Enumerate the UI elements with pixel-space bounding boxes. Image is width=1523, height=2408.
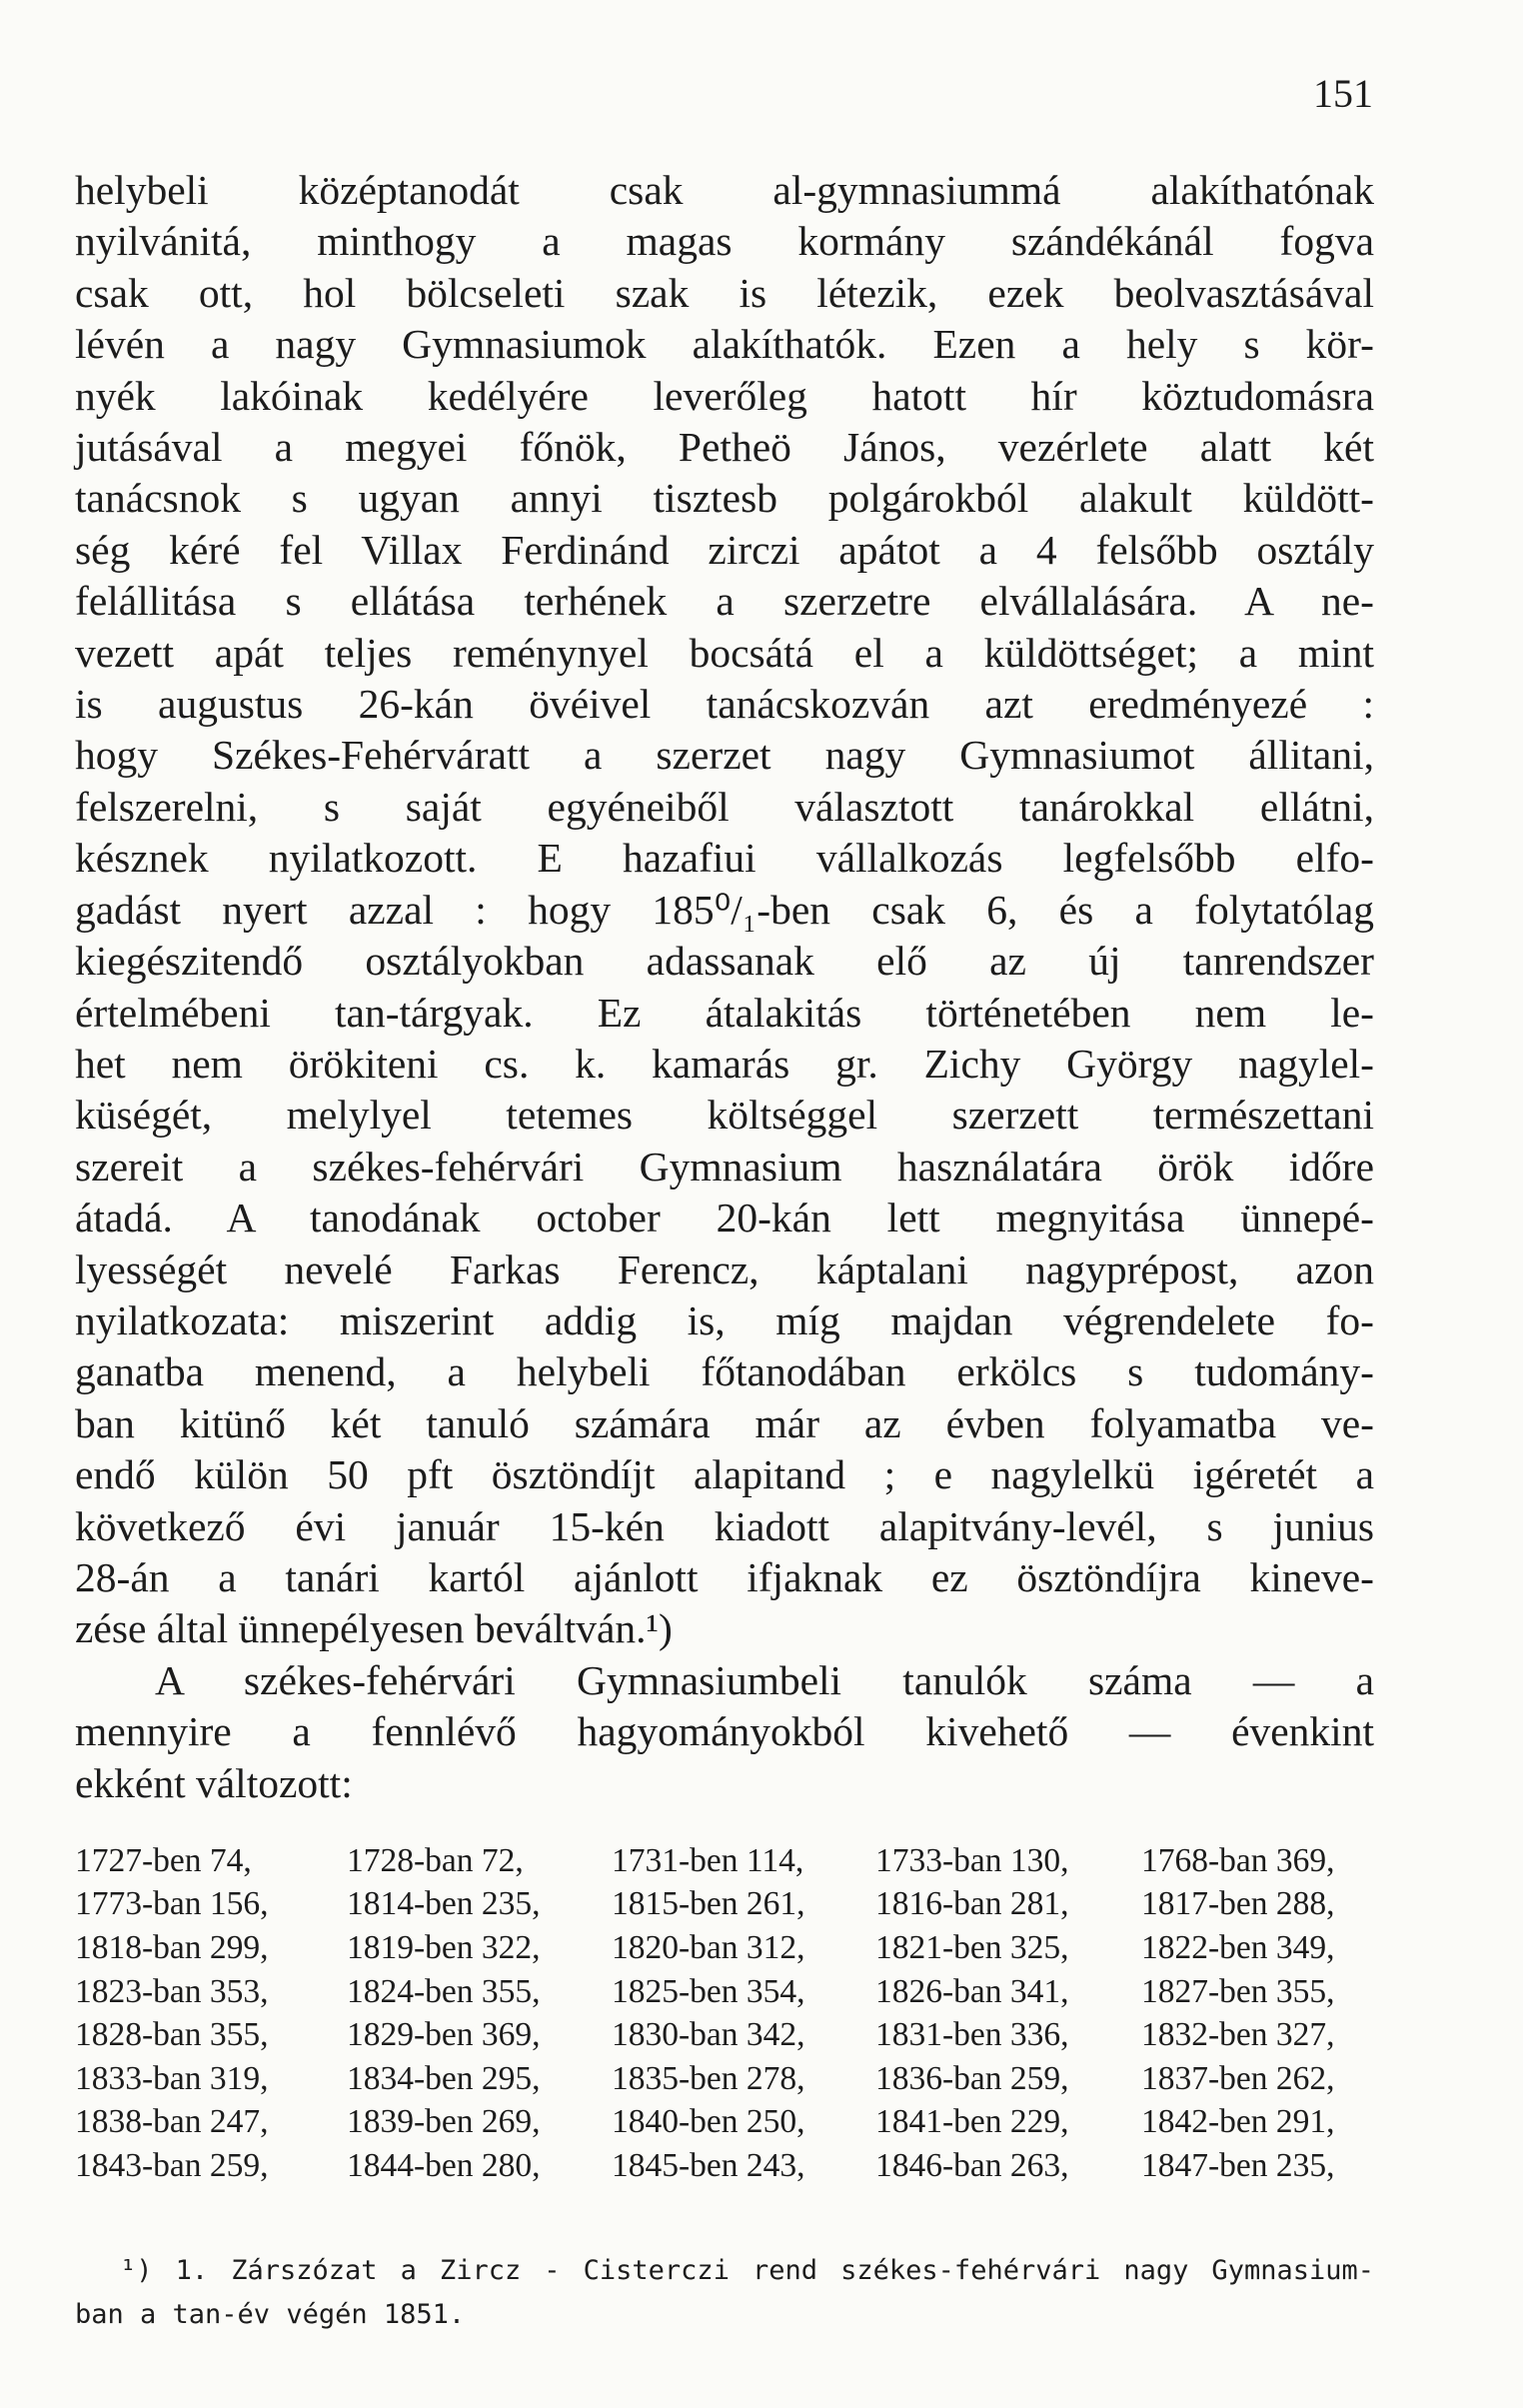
table-cell: 1834-ben 295, (347, 2059, 541, 2097)
table-cell: 1822-ben 349, (1141, 1928, 1335, 1966)
table-cell: 1844-ben 280, (347, 2146, 541, 2184)
text-line: nyék lakóinak kedélyére leverőleg hatott hír köztudomásra (75, 372, 1374, 419)
text-line: is augustus 26-kán övéivel tanácskozván azt eredményezé : (75, 681, 1374, 728)
table-cell: 1731-ben 114, (612, 1841, 804, 1879)
table-cell: 1773-ban 156, (75, 1885, 269, 1923)
text-line: ség kéré fel Villax Ferdinánd zirczi apátot a 4 felsőbb osztály (75, 526, 1374, 573)
table-cell: 1835-ben 278, (612, 2059, 805, 2097)
table-row (75, 1926, 1374, 1970)
text-line: hogy Székes-Fehérváratt a szerzet nagy Gymnasiumot állitani, (75, 732, 1374, 779)
table-cell: 1826-ban 341, (875, 1972, 1069, 2010)
table-cell: 1817-ben 288, (1141, 1885, 1335, 1923)
text-line: ganatba menend, a helybeli főtanodában erkölcs s tudomány- (75, 1348, 1374, 1395)
text-line: zése által ünnepélyesen beváltván.¹) (75, 1605, 673, 1652)
text-line: átadá. A tanodának october 20-kán lett megnyitása ünnepé- (75, 1195, 1374, 1241)
text-line: helybeli középtanodát csak al-gymnasiummá alakíthatónak (75, 167, 1374, 213)
body-text (75, 165, 1374, 1809)
table-cell: 1768-ban 369, (1141, 1841, 1335, 1879)
table-cell: 1841-ben 229, (875, 2103, 1069, 2141)
table-cell: 1832-ben 327, (1141, 2016, 1335, 2054)
table-cell: 1837-ben 262, (1141, 2059, 1335, 2097)
text-line: felállitása s ellátása terhének a szerzetre elvállalására. A ne- (75, 578, 1374, 625)
table-row (75, 2057, 1374, 2101)
table-cell: 1820-ban 312, (612, 1928, 805, 1966)
footnote-line: ban a tan-év végén 1851. (75, 2299, 466, 2330)
text-line: nyilatkozata: miszerint addig is, míg majdan végrendelete fo- (75, 1296, 1374, 1343)
table-cell: 1816-ban 281, (875, 1885, 1069, 1923)
table-cell: 1838-ban 247, (75, 2103, 269, 2141)
table-cell: 1836-ban 259, (875, 2059, 1069, 2097)
table-cell: 1815-ben 261, (612, 1885, 805, 1923)
text-line: A székes-fehérvári Gymnasiumbeli tanulók száma — a (155, 1656, 1374, 1703)
table-cell: 1821-ben 325, (875, 1928, 1069, 1966)
table-cell: 1842-ben 291, (1141, 2103, 1335, 2141)
footnote (75, 2249, 1374, 2337)
table-cell: 1818-ban 299, (75, 1928, 269, 1966)
table-row (75, 1839, 1374, 1883)
text-line: lévén a nagy Gymnasiumok alakíthatók. Ezen a hely s kör- (75, 321, 1374, 368)
text-line: endő külön 50 pft ösztöndíjt alapitand ; e nagylelkü igéretét a (75, 1451, 1374, 1498)
table-cell: 1829-ben 369, (347, 2016, 541, 2054)
table-row (75, 2013, 1374, 2057)
text-line: következő évi január 15-kén kiadott alapitvány-levél, s junius (75, 1502, 1374, 1549)
table-cell: 1814-ben 235, (347, 1885, 541, 1923)
text-line: felszerelni, s saját egyéneiből választott tanárokkal ellátni, (75, 783, 1374, 830)
text-line: kiegészitendő osztályokban adassanak elő az új tanrendszer (75, 938, 1374, 985)
text-line: mennyire a fennlévő hagyományokból kivehető — évenkint (75, 1708, 1374, 1755)
text-line: gadást nyert azzal : hogy 185⁰/₁-ben csak 6, és a folytatólag (75, 886, 1374, 933)
table-cell: 1833-ban 319, (75, 2059, 269, 2097)
text-line: jutásával a megyei főnök, Petheö János, vezérlete alatt két (75, 424, 1374, 471)
text-line: tanácsnok s ugyan annyi tisztesb polgárokból alakult küldött- (75, 475, 1374, 522)
table-cell: 1733-ban 130, (875, 1841, 1069, 1879)
text-line: nyilvánitá, minthogy a magas kormány szándékánál fogva (75, 218, 1374, 265)
text-line: ban kitünő két tanuló számára már az évben folyamatba ve- (75, 1399, 1374, 1446)
text-line: 28-án a tanári kartól ajánlott ifjaknak ez ösztöndíjra kineve- (75, 1553, 1374, 1600)
table-cell: 1839-ben 269, (347, 2103, 541, 2141)
footnote-line: ¹) 1. Zárszózat a Zircz - Cisterczi rend székes-fehérvári nagy Gymnasium- (120, 2255, 1374, 2286)
table-cell: 1819-ben 322, (347, 1928, 541, 1966)
table-row (75, 2101, 1374, 2145)
table-row (75, 2144, 1374, 2188)
table-cell: 1847-ben 235, (1141, 2146, 1335, 2184)
text-line: küségét, melylyel tetemes költséggel szerzett természettani (75, 1092, 1374, 1139)
text-line: lyességét nevelé Farkas Ferencz, káptalani nagyprépost, azon (75, 1245, 1374, 1292)
table-row (75, 1970, 1374, 2014)
table-cell: 1840-ben 250, (612, 2103, 805, 2141)
student-count-table (75, 1839, 1374, 2188)
text-line: késznek nyilatkozott. E hazafiui vállalkozás legfelsőbb elfo- (75, 835, 1374, 882)
text-line: ekként változott: (75, 1759, 353, 1806)
table-cell: 1846-ban 263, (875, 2146, 1069, 2184)
table-cell: 1727-ben 74, (75, 1841, 252, 1879)
table-cell: 1843-ban 259, (75, 2146, 269, 2184)
table-cell: 1831-ben 336, (875, 2016, 1069, 2054)
table-cell: 1845-ben 243, (612, 2146, 805, 2184)
text-line: het nem örökiteni cs. k. kamarás gr. Zichy György nagylel- (75, 1040, 1374, 1087)
table-cell: 1823-ban 353, (75, 1972, 269, 2010)
table-cell: 1825-ben 354, (612, 1972, 805, 2010)
table-cell: 1728-ban 72, (347, 1841, 524, 1879)
page-number: 151 (1313, 71, 1373, 116)
table-cell: 1830-ban 342, (612, 2016, 805, 2054)
text-line: értelmébeni tan-tárgyak. Ez átalakitás történetében nem le- (75, 989, 1374, 1036)
table-cell: 1827-ben 355, (1141, 1972, 1335, 2010)
text-line: csak ott, hol bölcseleti szak is létezik, ezek beolvasztásával (75, 269, 1374, 316)
table-row (75, 1883, 1374, 1927)
text-line: vezett apát teljes reménynyel bocsátá el a küldöttséget; a mint (75, 629, 1374, 676)
text-line: szereit a székes-fehérvári Gymnasium használatára örök időre (75, 1143, 1374, 1190)
table-cell: 1824-ben 355, (347, 1972, 541, 2010)
table-cell: 1828-ban 355, (75, 2016, 269, 2054)
